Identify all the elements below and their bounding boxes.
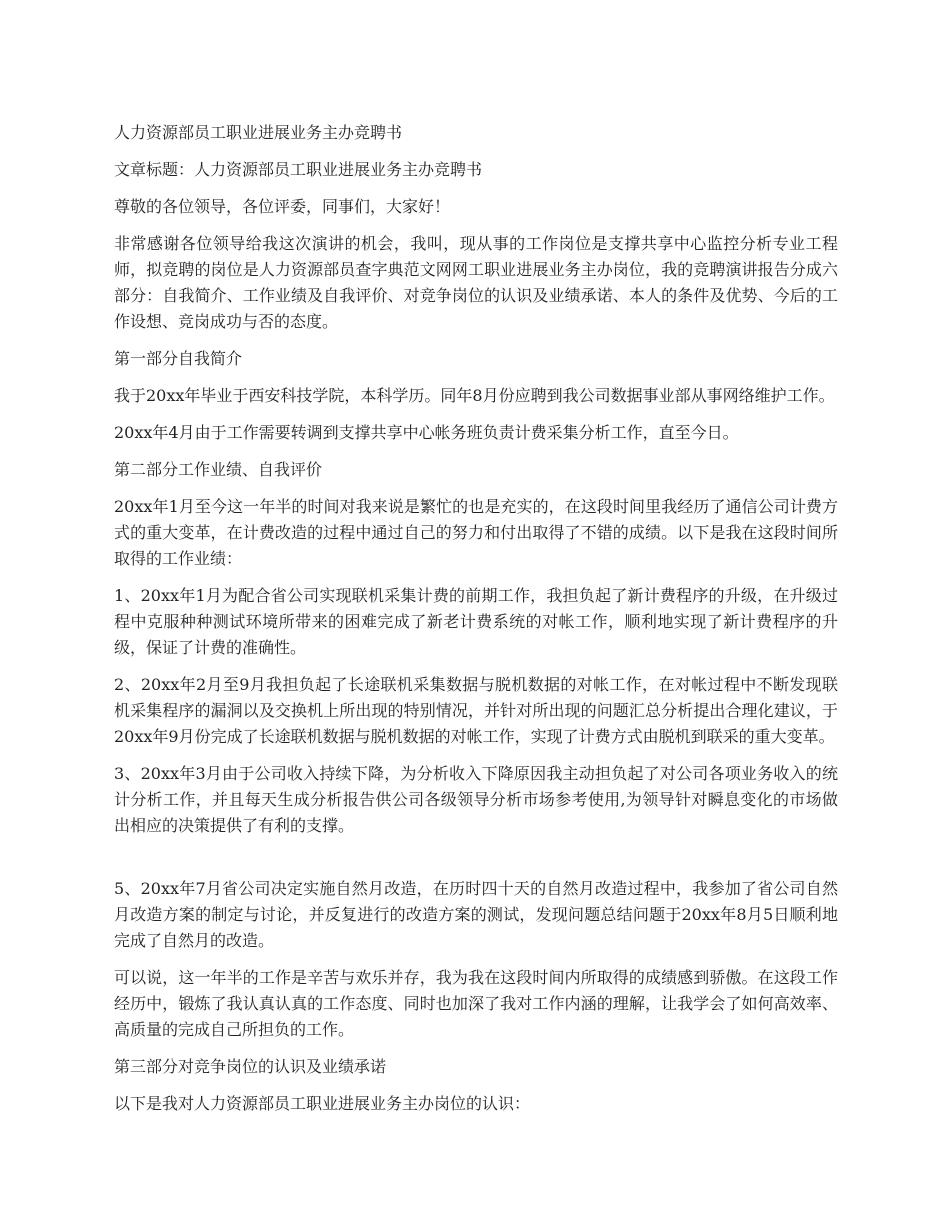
- achievement-item-3: 3、20xx年3月由于公司收入持续下降，为分析收入下降原因我主动担负起了对公司各项业务收入的统计分析工作，并且每天生成分析报告供公司各级领导分析市场参考使用,为领导针对瞬息变化的市场做出相应的决策提供了有利的支撑。: [114, 764, 838, 835]
- article-title-line: 文章标题：人力资源部员工职业进展业务主办竞聘书: [114, 160, 483, 179]
- paragraph-overview: 20xx年1月至今这一年半的时间对我来说是繁忙的也是充实的，在这段时间里我经历了通信公司计费方式的重大变革，在计费改造的过程中通过自己的努力和付出取得了不错的成绩。以下是我在这段时间所取得的工作业绩：: [114, 497, 838, 568]
- section-heading-3: 第三部分对竞争岗位的认识及业绩承诺: [114, 1057, 387, 1076]
- document-title: 人力资源部员工职业进展业务主办竞聘书: [114, 123, 403, 142]
- intro-paragraph: 非常感谢各位领导给我这次演讲的机会，我叫，现从事的工作岗位是支撑共享中心监控分析专业工程师，拟竞聘的岗位是人力资源部员查字典范文网网工职业进展业务主办岗位，我的竞聘演讲报告分成六部分：自我简介、工作业绩及自我评价、对竞争岗位的认识及业绩承诺、本人的条件及优势、今后的工作设想、竞岗成功与否的态度。: [114, 234, 838, 331]
- section-heading-1: 第一部分自我简介: [114, 349, 243, 368]
- achievement-item-1: 1、20xx年1月为配合省公司实现联机采集计费的前期工作，我担负起了新计费程序的升级，在升级过程中克服种种测试环境所带来的困难完成了新老计费系统的对帐工作，顺利地实现了新计费程序的升级，保证了计费的准确性。: [114, 586, 838, 657]
- paragraph-education: 我于20xx年毕业于西安科技学院，本科学历。同年8月份应聘到我公司数据事业部从事网络维护工作。: [114, 386, 835, 405]
- blank-gap: [114, 850, 838, 876]
- paragraph-position-understanding: 以下是我对人力资源部员工职业进展业务主办岗位的认识：: [114, 1094, 531, 1113]
- achievement-item-2: 2、20xx年2月至9月我担负起了长途联机采集数据与脱机数据的对帐工作，在对帐过程中不断发现联机采集程序的漏洞以及交换机上所出现的特别情况，并针对所出现的问题汇总分析提出合理化建议，于20xx年9月份完成了长途联机数据与脱机数据的对帐工作，实现了计费方式由脱机到联采的重大变革。: [114, 675, 838, 746]
- section-heading-2: 第二部分工作业绩、自我评价: [114, 460, 323, 479]
- document-page: [114, 120, 838, 1128]
- greeting: 尊敬的各位领导，各位评委，同事们，大家好！: [114, 197, 451, 216]
- paragraph-summary: 可以说，这一年半的工作是辛苦与欢乐并存，我为我在这段时间内所取得的成绩感到骄傲。在这段工作经历中，锻炼了我认真认真的工作态度、同时也加深了我对工作内涵的理解，让我学会了如何高效率、高质量的完成自己所担负的工作。: [114, 968, 838, 1039]
- paragraph-transfer: 20xx年4月由于工作需要转调到支撑共享中心帐务班负责计费采集分析工作，直至今日。: [114, 423, 739, 442]
- achievement-item-5: 5、20xx年7月省公司决定实施自然月改造，在历时四十天的自然月改造过程中，我参加了省公司自然月改造方案的制定与讨论，并反复进行的改造方案的测试，发现问题总结问题于20xx年8月5日顺利地完成了自然月的改造。: [114, 879, 838, 950]
